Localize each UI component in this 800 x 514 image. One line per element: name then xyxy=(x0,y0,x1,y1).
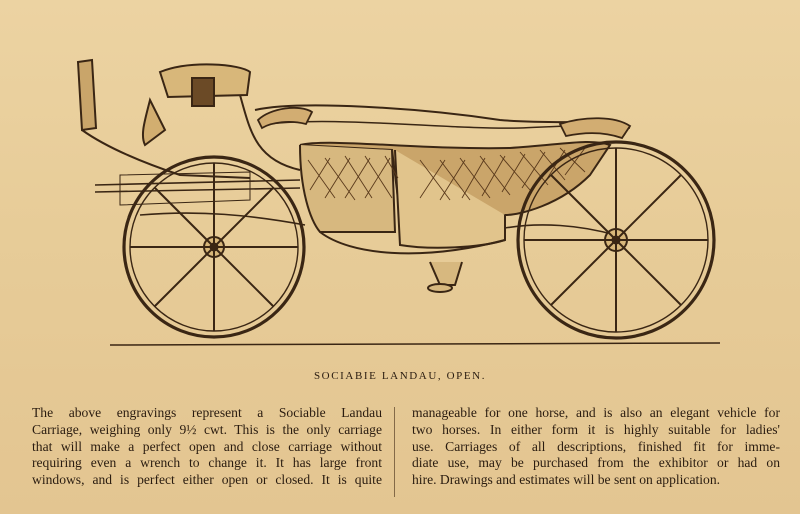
text-line: use. Carriages of all descriptions, finished fit for imme- xyxy=(412,438,780,454)
text-line: two horses. In either form it is highly suitable for ladies' xyxy=(412,421,780,437)
text-line: that will make a perfect open and close carriage without xyxy=(32,438,382,454)
text-line: requiring even a wrench to change it. It has large front xyxy=(32,455,382,471)
right-column xyxy=(412,405,780,489)
text-line: Carriage, weighing only 9½ cwt. This is the only carriage xyxy=(32,421,382,437)
text-line: manageable for one horse, and is also an elegant vehicle for xyxy=(412,405,780,420)
body-text xyxy=(32,405,780,505)
left-column xyxy=(32,405,382,489)
column-divider xyxy=(394,407,395,497)
text-line: windows, and is perfect either open or closed. It is quite xyxy=(32,472,382,488)
text-line: diate use, may be purchased from the exhibitor or had on xyxy=(412,455,780,471)
front-wheel xyxy=(124,157,304,337)
figure-caption: SOCIABIE LANDAU, OPEN. xyxy=(313,370,487,382)
text-line: hire. Drawings and estimates will be sent on application. xyxy=(412,472,721,488)
text-line: The above engravings represent a Sociable Landau xyxy=(32,405,382,420)
rear-wheel xyxy=(518,142,714,338)
ground-line xyxy=(110,343,720,345)
